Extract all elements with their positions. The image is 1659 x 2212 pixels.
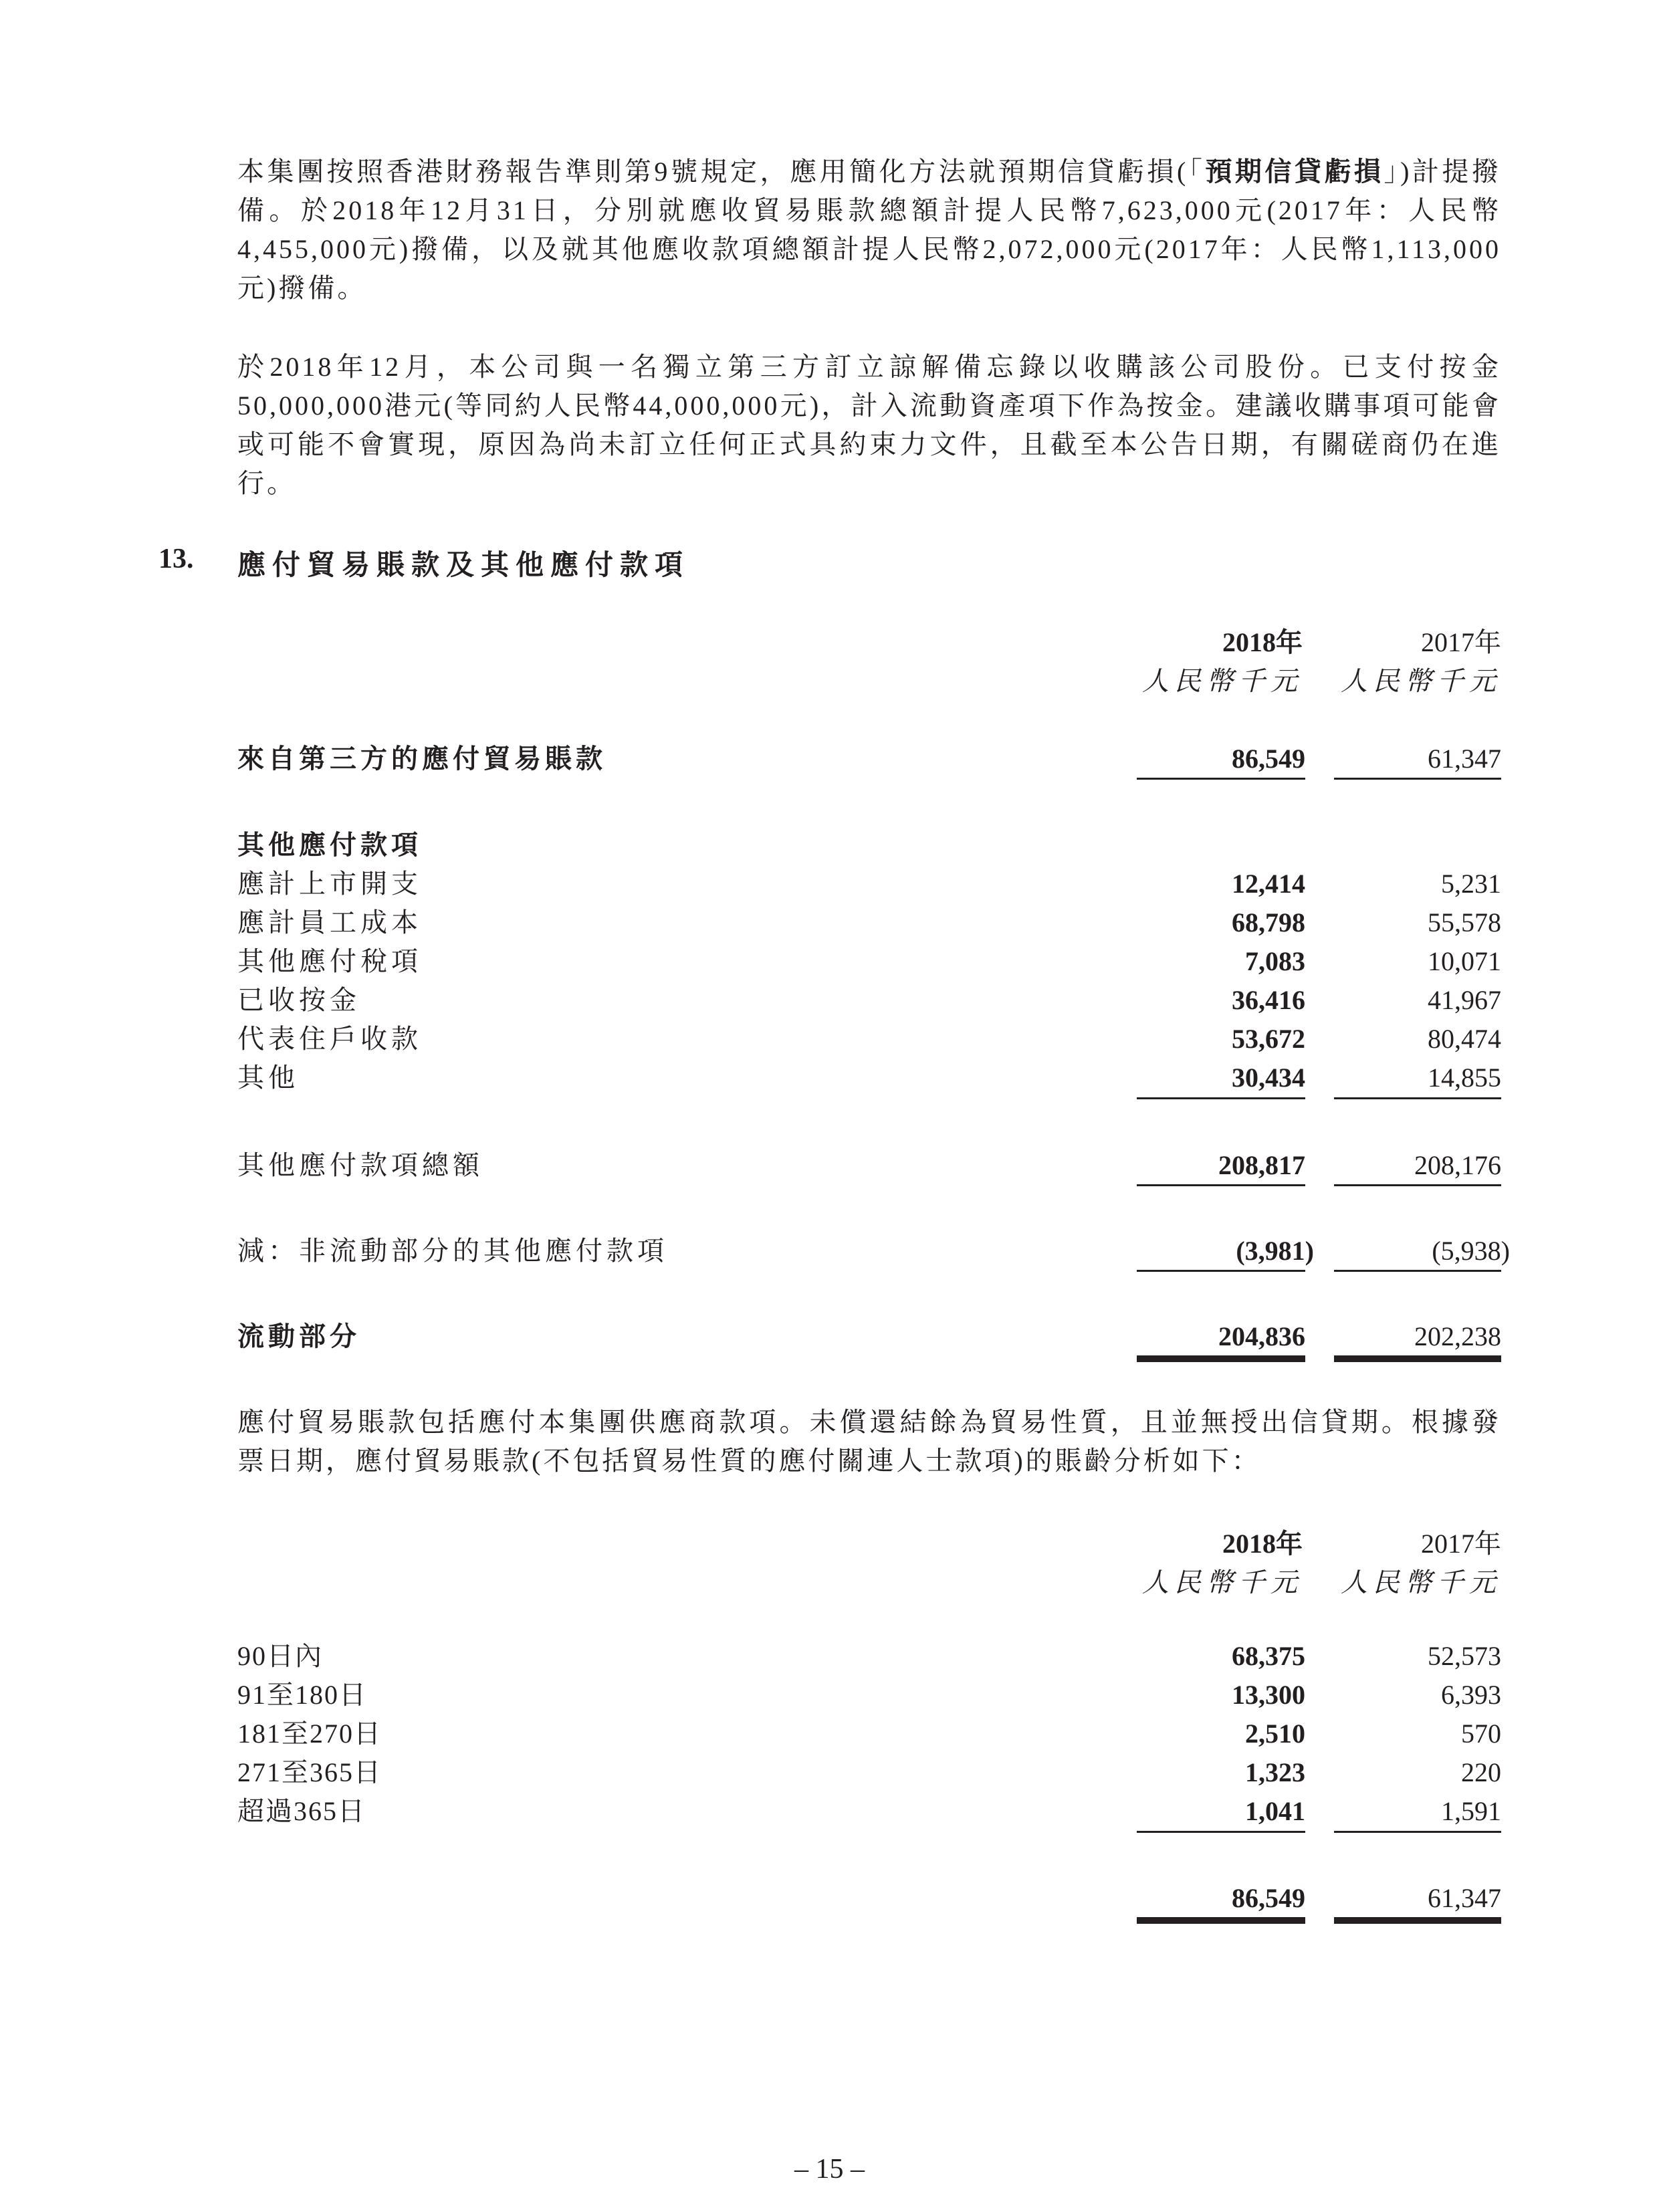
value-2018: 2,510 [1245,1719,1305,1749]
table-row [237,865,1501,903]
value-2017: 41,967 [1428,985,1501,1015]
table-row [237,981,1501,1020]
row-label: 其他應付款項總額 [237,1150,483,1180]
col-2018-unit: 人民幣千元 [1142,1567,1303,1597]
table-row [237,1715,1501,1753]
table-row [237,942,1501,981]
page-number: – 15 – [794,2154,865,2185]
ecl-paragraph-part1: 本集團按照香港財務報告準則第9號規定，應用簡化方法就預期信貸虧損(「 [237,156,1206,187]
underline-2017 [1334,1831,1501,1833]
value-2018: 1,041 [1245,1796,1305,1826]
underline-2017 [1334,1097,1501,1099]
underline-2018 [1137,1831,1305,1833]
value-2017: 1,591 [1441,1796,1501,1826]
row-label: 181至270日 [237,1719,382,1749]
value-2017: 220 [1461,1757,1501,1787]
value-2017: 55,578 [1428,907,1501,937]
section-title: 應付貿易賬款及其他應付款項 [237,550,690,581]
row-label: 應計上市開支 [237,869,422,899]
table-row [237,1753,1501,1792]
other-payables-header [237,826,1501,865]
col-2017-unit: 人民幣千元 [1341,1567,1501,1597]
table-row [237,1637,1501,1676]
underline-2018 [1137,778,1305,780]
value-2018: 204,836 [1218,1321,1305,1351]
value-2018: 7,083 [1245,946,1305,976]
table-row [237,1020,1501,1059]
row-label: 減：非流動部分的其他應付款項 [237,1236,668,1266]
row-label: 其他應付稅項 [237,946,422,976]
value-2017: 61,347 [1428,1883,1501,1913]
row-label: 其他 [237,1063,299,1093]
table-row [237,903,1501,942]
underline-2017 [1334,778,1501,780]
col-2018-unit: 人民幣千元 [1142,666,1303,696]
value-2018: 1,323 [1245,1757,1305,1787]
value-2017: 61,347 [1428,744,1501,774]
table-row-total-other [237,1146,1501,1185]
row-label: 代表住戶收款 [237,1024,422,1054]
double-underline-2017 [1334,1355,1501,1362]
table-row [237,1059,1501,1097]
table-row [237,1676,1501,1715]
ecl-paragraph-part2: 」)計提撥備。於2018年12月31日，分別就應收貿易賬款總額計提人民幣7,623,000元(2017年：人民幣4,455,000元)撥備，以及就其他應收款項總額計提人民幣2,072,000元(2017年：人民幣1,113,000元)撥備。 [237,156,1501,303]
row-label: 應計員工成本 [237,907,422,937]
table-row [237,1792,1501,1831]
value-2018: 208,817 [1218,1150,1305,1180]
value-2018: 30,434 [1232,1063,1305,1093]
value-2017: 570 [1461,1719,1501,1749]
ecl-paragraph [237,152,1501,308]
double-underline-2018 [1137,1355,1305,1362]
underline-2018 [1137,1270,1305,1272]
row-label: 流動部分 [237,1321,360,1351]
value-2017: 10,071 [1428,946,1501,976]
table-row-non-current [237,1232,1510,1270]
col-2018-year: 2018年 [1222,1529,1303,1559]
value-2017: 14,855 [1428,1063,1501,1093]
col-2017-unit: 人民幣千元 [1341,666,1501,696]
row-label: 91至180日 [237,1680,367,1710]
value-2017: 6,393 [1441,1680,1501,1710]
table-row-trade-payables [237,740,1501,778]
underline-2018 [1137,1097,1305,1099]
value-2018: 12,414 [1232,869,1305,899]
row-label: 其他應付款項 [237,830,422,860]
row-label: 來自第三方的應付貿易賬款 [237,744,606,774]
value-2018: 68,375 [1232,1641,1305,1671]
value-2017: (5,938) [1432,1236,1510,1266]
col-2017-year: 2017年 [1421,1529,1501,1559]
value-2018: 68,798 [1232,907,1305,937]
col-2017-year: 2017年 [1421,627,1501,657]
row-label: 已收按金 [237,985,360,1015]
mou-paragraph: 於2018年12月，本公司與一名獨立第三方訂立諒解備忘錄以收購該公司股份。已支付按金50,000,000港元(等同約人民幣44,000,000元)，計入流動資產項下作為按金。建議收購事項可能會或可能不會實現，原因為尚未訂立任何正式具約束力文件，且截至本公告日期，有關磋商仍在進行。 [237,352,1501,498]
section-number: 13. [158,544,194,574]
value-2017: 202,238 [1414,1321,1501,1351]
value-2018: 36,416 [1232,985,1305,1015]
underline-2017 [1334,1270,1501,1272]
double-underline-2018 [1137,1917,1305,1924]
underline-2018 [1137,1184,1305,1186]
value-2017: 5,231 [1441,869,1501,899]
value-2018: 86,549 [1232,1883,1305,1913]
value-2017: 52,573 [1428,1641,1501,1671]
ecl-defined-term: 預期信貸虧損 [1205,156,1384,187]
table-row-ageing-total [237,1879,1501,1918]
row-label: 90日內 [237,1641,323,1671]
value-2018: 13,300 [1232,1680,1305,1710]
value-2018: 86,549 [1232,744,1305,774]
value-2018: (3,981) [1236,1236,1314,1266]
row-label: 271至365日 [237,1757,382,1787]
value-2018: 53,672 [1232,1024,1305,1054]
double-underline-2017 [1334,1917,1501,1924]
value-2017: 208,176 [1414,1150,1501,1180]
value-2017: 80,474 [1428,1024,1501,1054]
underline-2017 [1334,1184,1501,1186]
ageing-paragraph: 應付貿易賬款包括應付本集團供應商款項。未償還結餘為貿易性質，且並無授出信貸期。根據發票日期，應付貿易賬款(不包括貿易性質的應付關連人士款項)的賬齡分析如下： [237,1407,1501,1476]
row-label: 超過365日 [237,1796,366,1826]
col-2018-year: 2018年 [1222,627,1303,657]
table-row-current [237,1317,1501,1356]
